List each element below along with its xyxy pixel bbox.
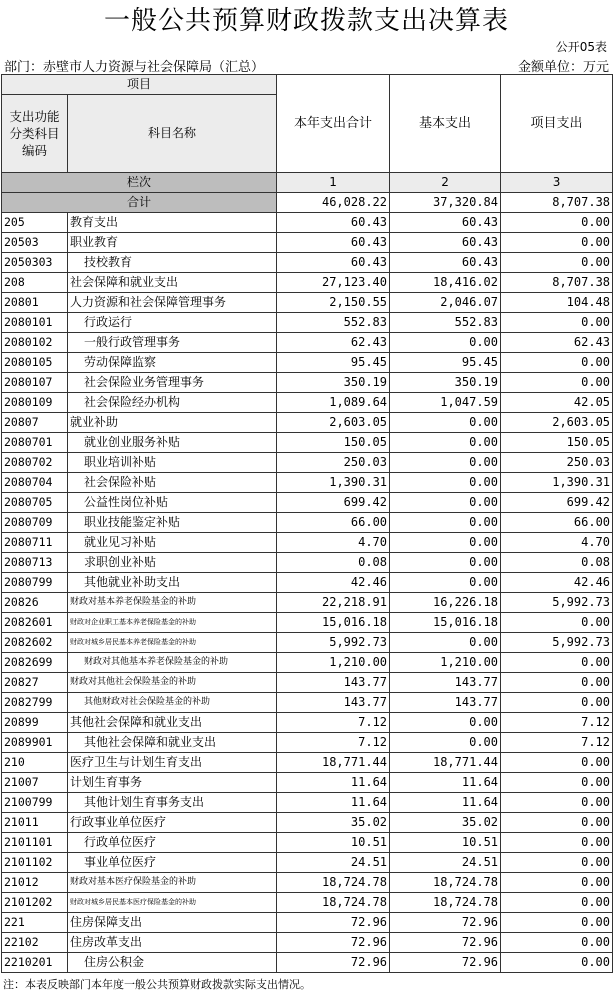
row-name: 职业教育 bbox=[68, 233, 277, 253]
row-project: 0.00 bbox=[501, 313, 613, 333]
row-code: 2080109 bbox=[2, 393, 68, 413]
row-code: 2101101 bbox=[2, 833, 68, 853]
row-total: 24.51 bbox=[277, 853, 390, 873]
row-code: 221 bbox=[2, 913, 68, 933]
table-row bbox=[2, 733, 613, 753]
table-row bbox=[2, 213, 613, 233]
row-project: 5,992.73 bbox=[501, 633, 613, 653]
row-code: 21012 bbox=[2, 873, 68, 893]
table-row bbox=[2, 413, 613, 433]
header-basic: 基本支出 bbox=[390, 75, 501, 173]
row-basic: 0.00 bbox=[390, 333, 501, 353]
header-project: 项目 bbox=[2, 75, 277, 95]
table-row bbox=[2, 473, 613, 493]
table-row bbox=[2, 313, 613, 333]
table-row bbox=[2, 253, 613, 273]
table-row bbox=[2, 953, 613, 973]
row-name: 医疗卫生与计划生育支出 bbox=[68, 753, 277, 773]
row-project: 2,603.05 bbox=[501, 413, 613, 433]
table-row bbox=[2, 493, 613, 513]
row-project: 0.00 bbox=[501, 253, 613, 273]
row-basic: 95.45 bbox=[390, 353, 501, 373]
row-project: 7.12 bbox=[501, 733, 613, 753]
row-basic: 2,046.07 bbox=[390, 293, 501, 313]
row-code: 2080705 bbox=[2, 493, 68, 513]
table-row bbox=[2, 333, 613, 353]
row-total: 7.12 bbox=[277, 733, 390, 753]
row-code: 2210201 bbox=[2, 953, 68, 973]
row-project: 0.00 bbox=[501, 833, 613, 853]
table-row bbox=[2, 853, 613, 873]
row-basic: 0.00 bbox=[390, 453, 501, 473]
row-name: 职业技能鉴定补贴 bbox=[68, 513, 277, 533]
row-name: 社会保障和就业支出 bbox=[68, 273, 277, 293]
row-name: 其他计划生育事务支出 bbox=[68, 793, 277, 813]
row-code: 20807 bbox=[2, 413, 68, 433]
table-row bbox=[2, 573, 613, 593]
row-project: 8,707.38 bbox=[501, 273, 613, 293]
row-project: 0.00 bbox=[501, 793, 613, 813]
header-name: 科目名称 bbox=[68, 95, 277, 173]
row-name: 其他社会保障和就业支出 bbox=[68, 713, 277, 733]
row-project: 0.00 bbox=[501, 853, 613, 873]
row-total: 1,089.64 bbox=[277, 393, 390, 413]
row-basic: 0.00 bbox=[390, 493, 501, 513]
header-project-expense: 项目支出 bbox=[501, 75, 613, 173]
total-row-project: 8,707.38 bbox=[501, 193, 613, 213]
row-name: 技校教育 bbox=[68, 253, 277, 273]
row-total: 72.96 bbox=[277, 913, 390, 933]
row-name: 财政对基本医疗保险基金的补助 bbox=[68, 873, 277, 893]
row-total: 2,603.05 bbox=[277, 413, 390, 433]
row-project: 250.03 bbox=[501, 453, 613, 473]
row-name: 财政对其他社会保险基金的补助 bbox=[68, 673, 277, 693]
table-row bbox=[2, 813, 613, 833]
header-seq-1: 1 bbox=[277, 173, 390, 193]
row-total: 22,218.91 bbox=[277, 593, 390, 613]
row-basic: 35.02 bbox=[390, 813, 501, 833]
row-total: 11.64 bbox=[277, 773, 390, 793]
row-project: 0.00 bbox=[501, 753, 613, 773]
row-name: 人力资源和社会保障管理事务 bbox=[68, 293, 277, 313]
row-name: 就业补助 bbox=[68, 413, 277, 433]
row-total: 60.43 bbox=[277, 233, 390, 253]
row-code: 20503 bbox=[2, 233, 68, 253]
row-name: 公益性岗位补贴 bbox=[68, 493, 277, 513]
table-row bbox=[2, 293, 613, 313]
row-total: 18,771.44 bbox=[277, 753, 390, 773]
row-total: 42.46 bbox=[277, 573, 390, 593]
expenditure-table bbox=[1, 74, 613, 973]
table-row bbox=[2, 933, 613, 953]
table-row bbox=[2, 373, 613, 393]
table-row bbox=[2, 753, 613, 773]
row-project: 0.00 bbox=[501, 373, 613, 393]
row-name: 财政对其他基本养老保险基金的补助 bbox=[68, 653, 277, 673]
row-project: 0.00 bbox=[501, 953, 613, 973]
row-total: 150.05 bbox=[277, 433, 390, 453]
row-total: 60.43 bbox=[277, 253, 390, 273]
total-row-total: 46,028.22 bbox=[277, 193, 390, 213]
row-code: 2082601 bbox=[2, 613, 68, 633]
header-code: 支出功能分类科目编码 bbox=[2, 95, 68, 173]
row-basic: 60.43 bbox=[390, 213, 501, 233]
row-basic: 0.00 bbox=[390, 633, 501, 653]
report-title: 一般公共预算财政拨款支出决算表 bbox=[103, 6, 509, 36]
row-code: 2080702 bbox=[2, 453, 68, 473]
row-basic: 0.00 bbox=[390, 473, 501, 493]
row-code: 2080709 bbox=[2, 513, 68, 533]
row-code: 20827 bbox=[2, 673, 68, 693]
row-name: 计划生育事务 bbox=[68, 773, 277, 793]
row-project: 0.00 bbox=[501, 613, 613, 633]
row-code: 2080701 bbox=[2, 433, 68, 453]
row-project: 0.00 bbox=[501, 933, 613, 953]
row-code: 20899 bbox=[2, 713, 68, 733]
total-row-label: 合计 bbox=[2, 193, 277, 213]
row-total: 18,724.78 bbox=[277, 893, 390, 913]
row-name: 财政对城乡居民基本养老保险基金的补助 bbox=[68, 633, 277, 653]
row-name: 财政对企业职工基本养老保险基金的补助 bbox=[68, 613, 277, 633]
row-name: 劳动保障监察 bbox=[68, 353, 277, 373]
row-basic: 72.96 bbox=[390, 913, 501, 933]
row-name: 事业单位医疗 bbox=[68, 853, 277, 873]
table-row bbox=[2, 533, 613, 553]
row-total: 7.12 bbox=[277, 713, 390, 733]
row-total: 10.51 bbox=[277, 833, 390, 853]
row-project: 62.43 bbox=[501, 333, 613, 353]
row-name: 社会保险补贴 bbox=[68, 473, 277, 493]
row-name: 行政单位医疗 bbox=[68, 833, 277, 853]
row-total: 15,016.18 bbox=[277, 613, 390, 633]
row-project: 0.00 bbox=[501, 913, 613, 933]
table-row bbox=[2, 513, 613, 533]
table-row bbox=[2, 653, 613, 673]
row-code: 2080713 bbox=[2, 553, 68, 573]
row-code: 2080107 bbox=[2, 373, 68, 393]
row-total: 143.77 bbox=[277, 693, 390, 713]
row-total: 1,210.00 bbox=[277, 653, 390, 673]
row-project: 66.00 bbox=[501, 513, 613, 533]
row-name: 其他就业补助支出 bbox=[68, 573, 277, 593]
row-project: 0.00 bbox=[501, 673, 613, 693]
row-project: 42.05 bbox=[501, 393, 613, 413]
header-seq-3: 3 bbox=[501, 173, 613, 193]
row-name: 就业见习补贴 bbox=[68, 533, 277, 553]
row-code: 2050303 bbox=[2, 253, 68, 273]
row-basic: 143.77 bbox=[390, 693, 501, 713]
table-row bbox=[2, 673, 613, 693]
row-total: 72.96 bbox=[277, 953, 390, 973]
header-seq-label: 栏次 bbox=[2, 173, 277, 193]
row-code: 22102 bbox=[2, 933, 68, 953]
table-row bbox=[2, 553, 613, 573]
row-code: 2089901 bbox=[2, 733, 68, 753]
row-name: 求职创业补贴 bbox=[68, 553, 277, 573]
row-basic: 11.64 bbox=[390, 773, 501, 793]
row-total: 5,992.73 bbox=[277, 633, 390, 653]
total-row-basic: 37,320.84 bbox=[390, 193, 501, 213]
table-row bbox=[2, 913, 613, 933]
row-name: 行政运行 bbox=[68, 313, 277, 333]
row-project: 0.08 bbox=[501, 553, 613, 573]
row-name: 一般行政管理事务 bbox=[68, 333, 277, 353]
row-code: 210 bbox=[2, 753, 68, 773]
row-project: 0.00 bbox=[501, 353, 613, 373]
row-basic: 0.00 bbox=[390, 413, 501, 433]
row-basic: 143.77 bbox=[390, 673, 501, 693]
row-basic: 18,724.78 bbox=[390, 893, 501, 913]
row-total: 60.43 bbox=[277, 213, 390, 233]
row-name: 住房公积金 bbox=[68, 953, 277, 973]
row-project: 5,992.73 bbox=[501, 593, 613, 613]
table-row bbox=[2, 613, 613, 633]
row-name: 其他社会保障和就业支出 bbox=[68, 733, 277, 753]
row-basic: 0.00 bbox=[390, 713, 501, 733]
row-basic: 1,210.00 bbox=[390, 653, 501, 673]
row-name: 社会保险业务管理事务 bbox=[68, 373, 277, 393]
row-total: 143.77 bbox=[277, 673, 390, 693]
row-total: 11.64 bbox=[277, 793, 390, 813]
row-name: 社会保险经办机构 bbox=[68, 393, 277, 413]
row-code: 2080704 bbox=[2, 473, 68, 493]
row-name: 财政对城乡居民基本医疗保险基金的补助 bbox=[68, 893, 277, 913]
row-code: 2080799 bbox=[2, 573, 68, 593]
table-row bbox=[2, 353, 613, 373]
table-row bbox=[2, 593, 613, 613]
table-row bbox=[2, 233, 613, 253]
row-basic: 0.00 bbox=[390, 573, 501, 593]
row-project: 4.70 bbox=[501, 533, 613, 553]
row-total: 699.42 bbox=[277, 493, 390, 513]
row-name: 职业培训补贴 bbox=[68, 453, 277, 473]
row-total: 72.96 bbox=[277, 933, 390, 953]
row-code: 21007 bbox=[2, 773, 68, 793]
row-basic: 18,416.02 bbox=[390, 273, 501, 293]
row-name: 住房保障支出 bbox=[68, 913, 277, 933]
row-basic: 1,047.59 bbox=[390, 393, 501, 413]
row-project: 0.00 bbox=[501, 693, 613, 713]
row-code: 2080105 bbox=[2, 353, 68, 373]
table-row bbox=[2, 773, 613, 793]
row-basic: 0.00 bbox=[390, 553, 501, 573]
row-project: 0.00 bbox=[501, 233, 613, 253]
row-basic: 60.43 bbox=[390, 253, 501, 273]
row-basic: 552.83 bbox=[390, 313, 501, 333]
row-project: 1,390.31 bbox=[501, 473, 613, 493]
row-project: 104.48 bbox=[501, 293, 613, 313]
row-project: 0.00 bbox=[501, 653, 613, 673]
row-code: 2080101 bbox=[2, 313, 68, 333]
row-total: 350.19 bbox=[277, 373, 390, 393]
row-total: 0.08 bbox=[277, 553, 390, 573]
row-project: 699.42 bbox=[501, 493, 613, 513]
row-total: 35.02 bbox=[277, 813, 390, 833]
row-name: 就业创业服务补贴 bbox=[68, 433, 277, 453]
table-row bbox=[2, 433, 613, 453]
table-row bbox=[2, 833, 613, 853]
row-basic: 16,226.18 bbox=[390, 593, 501, 613]
row-code: 2101202 bbox=[2, 893, 68, 913]
row-total: 95.45 bbox=[277, 353, 390, 373]
row-code: 208 bbox=[2, 273, 68, 293]
table-row bbox=[2, 693, 613, 713]
header-total: 本年支出合计 bbox=[277, 75, 390, 173]
row-basic: 60.43 bbox=[390, 233, 501, 253]
row-name: 教育支出 bbox=[68, 213, 277, 233]
row-basic: 0.00 bbox=[390, 433, 501, 453]
row-code: 2082699 bbox=[2, 653, 68, 673]
row-name: 财政对基本养老保险基金的补助 bbox=[68, 593, 277, 613]
table-row bbox=[2, 393, 613, 413]
row-total: 66.00 bbox=[277, 513, 390, 533]
row-code: 20826 bbox=[2, 593, 68, 613]
table-row bbox=[2, 633, 613, 653]
row-code: 2100799 bbox=[2, 793, 68, 813]
row-total: 250.03 bbox=[277, 453, 390, 473]
header-seq-2: 2 bbox=[390, 173, 501, 193]
table-row bbox=[2, 453, 613, 473]
unit-label: 金额单位：万元 bbox=[517, 60, 609, 75]
table-row bbox=[2, 793, 613, 813]
row-basic: 18,771.44 bbox=[390, 753, 501, 773]
department-label: 部门：赤壁市人力资源与社会保障局（汇总） bbox=[4, 60, 265, 75]
row-code: 2082799 bbox=[2, 693, 68, 713]
row-project: 42.46 bbox=[501, 573, 613, 593]
form-number: 公开05表 bbox=[555, 40, 607, 54]
row-basic: 72.96 bbox=[390, 953, 501, 973]
footnote: 注：本表反映部门本年度一般公共预算财政拨款实际支出情况。 bbox=[3, 978, 311, 991]
row-code: 20801 bbox=[2, 293, 68, 313]
row-code: 205 bbox=[2, 213, 68, 233]
row-code: 2101102 bbox=[2, 853, 68, 873]
table-row bbox=[2, 873, 613, 893]
row-total: 2,150.55 bbox=[277, 293, 390, 313]
row-basic: 0.00 bbox=[390, 513, 501, 533]
row-code: 2080711 bbox=[2, 533, 68, 553]
row-project: 0.00 bbox=[501, 213, 613, 233]
table-row bbox=[2, 893, 613, 913]
row-basic: 18,724.78 bbox=[390, 873, 501, 893]
table-row bbox=[2, 713, 613, 733]
row-basic: 15,016.18 bbox=[390, 613, 501, 633]
row-basic: 0.00 bbox=[390, 533, 501, 553]
row-project: 0.00 bbox=[501, 773, 613, 793]
row-name: 住房改革支出 bbox=[68, 933, 277, 953]
row-total: 18,724.78 bbox=[277, 873, 390, 893]
row-total: 27,123.40 bbox=[277, 273, 390, 293]
row-project: 0.00 bbox=[501, 813, 613, 833]
row-basic: 24.51 bbox=[390, 853, 501, 873]
row-code: 2082602 bbox=[2, 633, 68, 653]
row-name: 其他财政对社会保险基金的补助 bbox=[68, 693, 277, 713]
row-project: 0.00 bbox=[501, 893, 613, 913]
row-basic: 72.96 bbox=[390, 933, 501, 953]
row-name: 行政事业单位医疗 bbox=[68, 813, 277, 833]
row-total: 62.43 bbox=[277, 333, 390, 353]
row-basic: 350.19 bbox=[390, 373, 501, 393]
row-total: 552.83 bbox=[277, 313, 390, 333]
row-project: 150.05 bbox=[501, 433, 613, 453]
row-project: 0.00 bbox=[501, 873, 613, 893]
table-row bbox=[2, 273, 613, 293]
row-total: 4.70 bbox=[277, 533, 390, 553]
row-code: 21011 bbox=[2, 813, 68, 833]
row-project: 7.12 bbox=[501, 713, 613, 733]
row-basic: 0.00 bbox=[390, 733, 501, 753]
row-basic: 11.64 bbox=[390, 793, 501, 813]
row-basic: 10.51 bbox=[390, 833, 501, 853]
row-total: 1,390.31 bbox=[277, 473, 390, 493]
row-code: 2080102 bbox=[2, 333, 68, 353]
